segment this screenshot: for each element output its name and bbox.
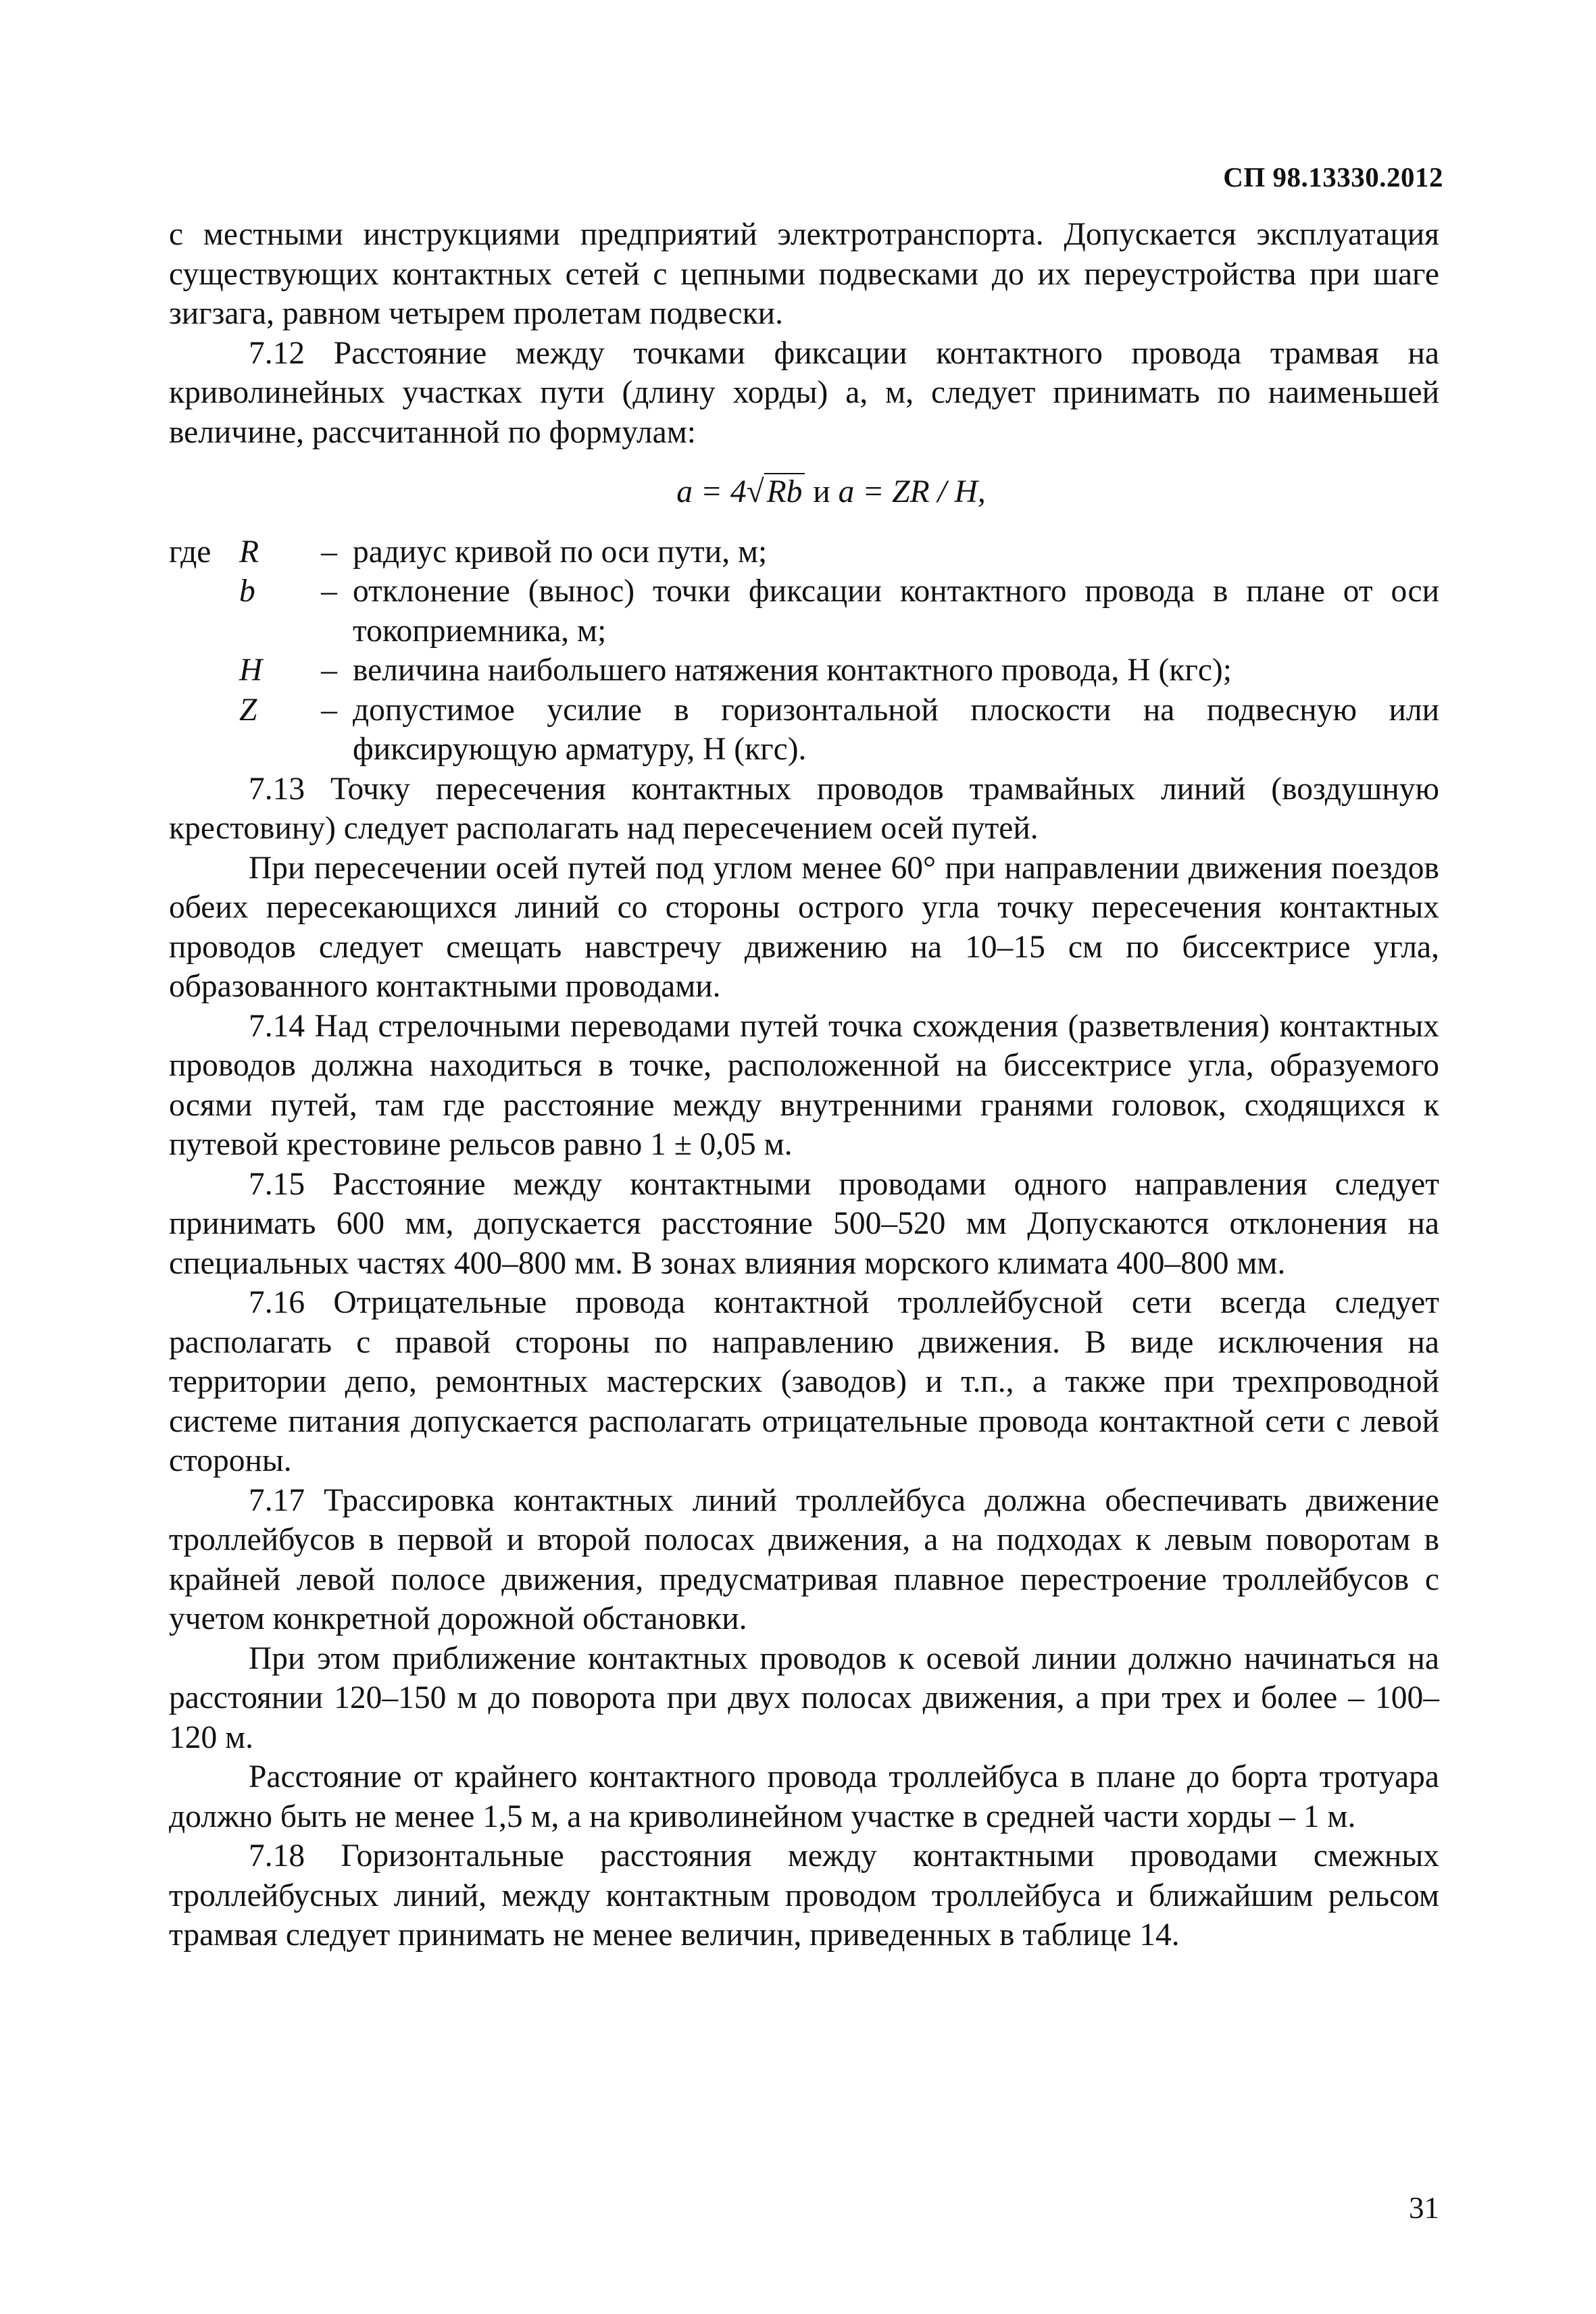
definition-dash: – <box>321 534 337 570</box>
definition-row <box>169 690 1439 770</box>
paragraph-7-12: 7.12 Расстояние между точками фиксации контактного провода трамвая на криволинейных участках пути (длину хорды) a, м, следует принимать по наименьшей величине, рассчитанной по формулам: <box>169 335 1439 450</box>
definition-dash: – <box>321 574 337 609</box>
formula-lhs: a = 4 <box>676 474 747 509</box>
definition-row <box>169 572 1439 651</box>
formula-conjunction: и <box>805 474 839 509</box>
definition-variable: Z <box>239 692 257 728</box>
formula-second-expression: a = ZR / H, <box>838 474 986 509</box>
definition-text: величина наибольшего натяжения контактного провода, Н (кгс); <box>353 653 1232 688</box>
square-root-symbol: √Rb <box>747 472 805 512</box>
definition-row <box>169 651 1439 690</box>
paragraph-7-17-curb-distance: Расстояние от крайнего контактного провода троллейбуса в плане до борта тротуара должно быть не менее 1,5 м, а на криволинейном участке в средней части хорды – 1 м. <box>169 1759 1439 1834</box>
variable-definitions <box>169 532 1439 770</box>
paragraph-7-18: 7.18 Горизонтальные расстояния между контактными проводами смежных троллейбусных линий, между контактным проводом троллейбуса и ближайшим рельсом трамвая следует принимать не менее величин, приведенных в таблице 14. <box>169 1838 1439 1953</box>
paragraph-7-13: 7.13 Точку пересечения контактных проводов трамвайных линий (воздушную крестовину) следует располагать над пересечением осей путей. <box>169 771 1439 846</box>
chord-length-formula <box>169 472 1439 512</box>
definition-text: отклонение (вынос) точки фиксации контактного провода в плане от оси токоприемника, м; <box>353 574 1439 649</box>
paragraph-7-17-approach: При этом приближение контактных проводов к осевой линии должно начинаться на расстоянии 120–150 м до поворота при двух полосах движения, а при трех и более – 100– 120 м. <box>169 1640 1439 1755</box>
definition-variable: H <box>239 653 263 688</box>
page-number: 31 <box>1409 2191 1439 2225</box>
paragraph-7-17: 7.17 Трассировка контактных линий троллейбуса должна обеспечивать движение троллейбусов в первой и второй полосах движения, а на подходах к левым поворотам в крайней левой полосе движения, предусматривая плавное перестроение троллейбусов с учетом конкретной дорожной обстановки. <box>169 1482 1439 1636</box>
definition-row <box>169 532 1439 572</box>
definition-dash: – <box>321 692 337 728</box>
document-code-header: СП 98.13330.2012 <box>1223 161 1443 193</box>
definition-variable: b <box>239 574 255 609</box>
document-body <box>169 215 1439 1955</box>
paragraph-7-16: 7.16 Отрицательные провода контактной троллейбусной сети всегда следует располагать с правой стороны по направлению движения. В виде исключения на территории депо, ремонтных мастерских (заводов) и т.п., а также при трехпроводной системе питания допускается располагать отрицательные провода контактной сети с левой стороны. <box>169 1285 1439 1478</box>
paragraph-7-14: 7.14 Над стрелочными переводами путей точка схождения (разветвления) контактных проводов должна находиться в точке, расположенной на биссектрисе угла, образуемого осями путей, там где расстояние между внутренними гранями головок, сходящихся к путевой крестовине рельсов равно 1 ± 0,05 м. <box>169 1008 1439 1162</box>
definitions-lead-word: где <box>169 534 211 570</box>
definition-text: радиус кривой по оси пути, м; <box>353 534 768 570</box>
definition-dash: – <box>321 653 337 688</box>
paragraph-continuation: с местными инструкциями предприятий электротранспорта. Допускается эксплуатация существующих контактных сетей с цепными подвесками до их переустройства при шаге зигзага, равном четырем пролетам подвески. <box>169 217 1439 331</box>
formula-radicand: Rb <box>766 474 803 509</box>
definition-text: допустимое усилие в горизонтальной плоскости на подвесную или фиксирующую арматуру, Н (кгс). <box>353 692 1439 767</box>
paragraph-7-13-crossing: При пересечении осей путей под углом менее 60° при направлении движения поездов обеих пересекающихся линий со стороны острого угла точку пересечения контактных проводов следует смещать навстречу движению на 10–15 см по биссектрисе угла, образованного контактными проводами. <box>169 850 1439 1004</box>
definition-variable: R <box>239 534 259 570</box>
paragraph-7-15: 7.15 Расстояние между контактными проводами одного направления следует принимать 600 мм, допускается расстояние 500–520 мм Допускаются отклонения на специальных частях 400–800 мм. В зонах влияния морского климата 400–800 мм. <box>169 1166 1439 1281</box>
